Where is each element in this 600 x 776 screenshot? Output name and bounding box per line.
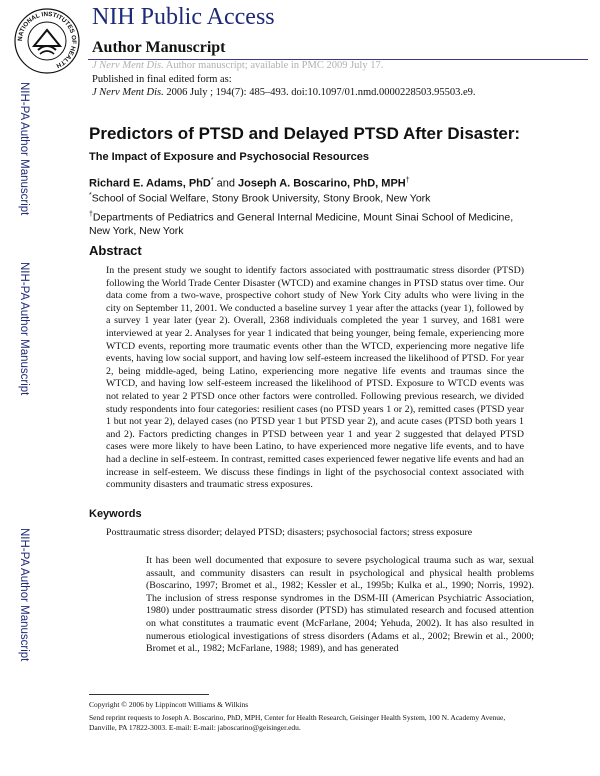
nih-logo	[12, 6, 82, 76]
affiliation-2-mark: †	[89, 211, 93, 218]
copyright-note: Copyright © 2006 by Lippincott Williams & Wilkins	[89, 700, 249, 709]
article-subtitle: The Impact of Exposure and Psychosocial Resources	[89, 151, 369, 163]
nih-public-access-title: NIH Public Access	[92, 4, 275, 30]
availability-journal: J Nerv Ment Dis.	[92, 60, 164, 71]
author-conjunction: and	[213, 177, 239, 190]
availability-note	[92, 60, 383, 71]
side-label-top: NIH-PA Author Manuscript	[18, 82, 30, 216]
introduction-paragraph: It has been well documented that exposure to severe psychological trauma such as war, sexual assault, and community disasters can result in psychological and physical health problems (Boscarino, 1997; Bromet et al., 1982; Kessler et al., 1995b; Kulka et al., 1990; Norris, 1992). The inclusion of stress response syndromes in the DSM-III (American Psychiatric Association, 1980) under posttraumatic stress disorder (PTSD) has stimulated research and focused attention on what constitutes a traumatic event (McFarlane, 2004; Yehuda, 2002). It has also resulted in numerous etiological investigations of stress disorders (Adams et al., 2002; Brewin et al., 2000; Bromet et al., 1982; McFarlane, 1988; 1989), and has generated	[146, 555, 534, 655]
abstract-heading: Abstract	[89, 243, 142, 258]
author-manuscript-label: Author Manuscript	[92, 39, 226, 56]
keywords-text: Posttraumatic stress disorder; delayed PTSD; disasters; psychosocial factors; stress exposure	[106, 527, 473, 538]
author-2-mark: †	[405, 177, 410, 184]
affiliation-1	[89, 192, 430, 205]
affiliation-1-text: School of Social Welfare, Stony Brook University, Stony Brook, New York	[91, 192, 431, 205]
availability-text: Author manuscript; available in PMC 2009 July 17.	[163, 60, 384, 71]
article-title: Predictors of PTSD and Delayed PTSD After Disaster:	[89, 124, 521, 143]
logo-ring-text: NATIONAL INSTITUTES OF HEALTH	[16, 10, 78, 69]
keywords-heading: Keywords	[89, 508, 142, 520]
published-in-label: Published in final edited form as:	[92, 74, 232, 85]
citation-link[interactable]	[92, 87, 476, 98]
author-1: Richard E. Adams, PhD	[89, 177, 211, 190]
affiliation-2	[89, 208, 529, 238]
affiliation-2-text: Departments of Pediatrics and General Internal Medicine, Mount Sinai School of Medicine, New York, New York	[89, 211, 514, 237]
author-1-mark: *	[210, 177, 214, 184]
author-2: Joseph A. Boscarino, PhD, MPH	[238, 177, 406, 190]
citation-journal: J Nerv Ment Dis.	[92, 87, 164, 98]
reprint-request-note: Send reprint requests to Joseph A. Boscarino, PhD, MPH, Center for Health Research, Geisinger Health System, 100 N. Academy Avenue, Danville, PA 17822-3003. E-mail: E-mail: jaboscarino@geisinger.edu.	[89, 713, 506, 732]
citation-text: 2006 July ; 194(7): 485–493. doi:10.1097/01.nmd.0000228503.95503.e9.	[163, 87, 476, 98]
abstract-text: In the present study we sought to identify factors associated with posttraumatic stress disorder (PTSD) following the World Trade Center Disaster (WTCD) and examine changes in PTSD status over time. Our data come from a two-wave, prospective cohort study of New York City adults who were living in the city on September 11, 2001. We conducted a baseline survey 1 year after the attacks (year 1), followed by a survey 1 year later (year 2). Overall, 2368 individuals completed the year 1 survey, and 1681 were interviewed at year 2. Analyses for year 1 indicated that being younger, being female, experiencing more WTCD events, reporting more traumatic events other than the WTCD, experiencing more negative life events, having low social support, and having low self-esteem increased the likelihood of PTSD. For year 2, being middle-aged, being Latino, experiencing more negative life events and traumas since the WTCD, and having low self-esteem increased the likelihood of PTSD. Exposure to WTCD events was not related to year 2 PTSD once other factors were controlled. Following previous research, we divided study respondents into four categories: resilient cases (no PTSD years 1 or 2), remitted cases (PTSD year 1 but not year 2), delayed cases (no PTSD year 1 but PTSD year 2), and acute cases (PTSD both years 1 and 2). Factors predicting changes in PTSD between year 1 and year 2 suggested that delayed PTSD cases were more likely to have been Latino, to have experienced more negative life events, and to have had a decline in self-esteem. In contrast, remitted cases experienced fewer negative life events and had an increase in self-esteem. We discuss these findings in light of the psychosocial context associated with community disasters and traumatic stress exposures.	[106, 265, 524, 491]
author-list	[89, 177, 410, 190]
side-label-middle: NIH-PA Author Manuscript	[18, 262, 30, 396]
affiliation-1-mark: *	[89, 192, 92, 199]
footnote-rule	[89, 694, 209, 695]
side-label-bottom: NIH-PA Author Manuscript	[18, 528, 30, 662]
